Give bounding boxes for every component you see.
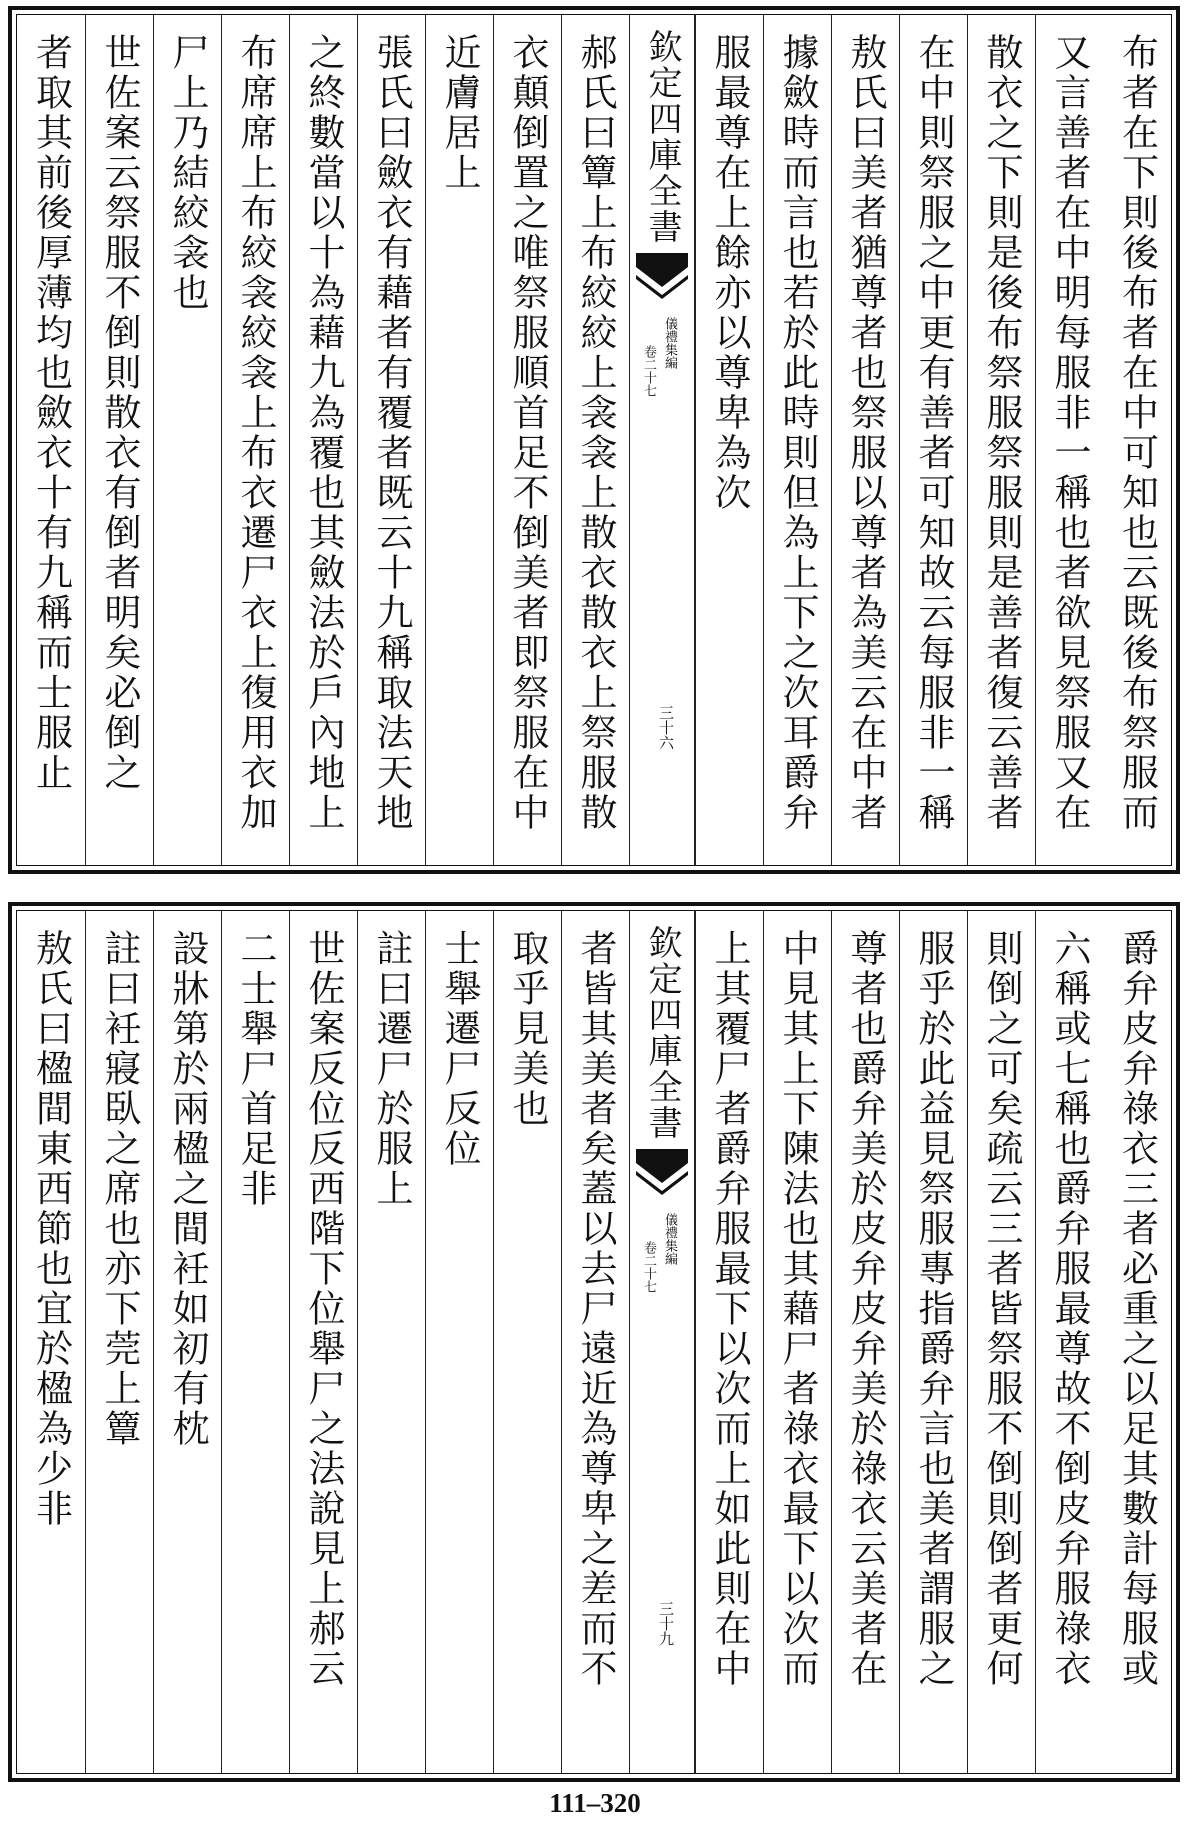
top-text-column <box>967 15 1035 865</box>
bottom-column-text: 中見其上下陳法也其藉尸者祿衣最下以次而 <box>776 929 819 1689</box>
top-fishtail-mark <box>636 253 688 305</box>
bottom-text-column <box>221 911 289 1773</box>
top-spine-volume: 卷二十七 <box>641 345 656 397</box>
top-column-text: 布席席上布絞衾絞衾上布衣遷尸衣上復用衣加 <box>234 33 277 833</box>
bottom-text-column <box>695 911 763 1773</box>
bottom-center-spine <box>629 911 695 1773</box>
top-text-column <box>561 15 629 865</box>
bottom-column-text: 註曰衽寢臥之席也亦下莞上簟 <box>98 929 141 1449</box>
top-column-text: 世佐案云祭服不倒則散衣有倒者明矣必倒之 <box>98 33 141 793</box>
bottom-page-panel <box>8 902 1180 1782</box>
top-column-text: 在中則祭服之中更有善者可知故云每服非一稱 <box>912 33 955 833</box>
bottom-text-column <box>831 911 899 1773</box>
bottom-text-column <box>17 911 85 1773</box>
bottom-column-text: 士舉遷尸反位 <box>438 929 481 1169</box>
bottom-text-column <box>289 911 357 1773</box>
top-column-text: 者取其前後厚薄均也斂衣十有九稱而士服止 <box>29 33 73 793</box>
bottom-spine-book-title: 儀禮集編 <box>662 1213 677 1265</box>
bottom-column-text: 則倒之可矣疏云三者皆祭服不倒則倒者更何 <box>980 929 1023 1689</box>
bottom-text-column <box>153 911 221 1773</box>
top-text-column <box>899 15 967 865</box>
bottom-column-text: 取乎見美也 <box>506 929 549 1129</box>
top-column-text: 又言善者在中明每服非一稱也者欲見祭服又在 <box>1048 33 1091 833</box>
top-text-column <box>1103 15 1171 865</box>
top-column-text: 據斂時而言也若於此時則但為上下之次耳爵弁 <box>776 33 819 833</box>
bottom-text-column <box>357 911 425 1773</box>
bottom-column-text: 者皆其美者矣蓋以去尸遠近為尊卑之差而不 <box>574 929 617 1689</box>
bottom-text-column <box>85 911 153 1773</box>
bottom-fishtail-mark <box>636 1149 688 1201</box>
bottom-text-column <box>899 911 967 1773</box>
bottom-text-column <box>561 911 629 1773</box>
bottom-text-column <box>763 911 831 1773</box>
top-text-column <box>1035 15 1103 865</box>
bottom-page-frame <box>16 910 1172 1774</box>
top-column-text: 張氏曰斂衣有藉者有覆者既云十九稱取法天地 <box>370 33 413 833</box>
bottom-spine-volume: 卷二十七 <box>641 1241 656 1293</box>
bottom-text-column <box>493 911 561 1773</box>
top-text-column <box>153 15 221 865</box>
page-number: 111–320 <box>549 1788 641 1818</box>
bottom-spine-title: 欽定四庫全書 <box>642 925 682 1141</box>
bottom-column-text: 六稱或七稱也爵弁服最尊故不倒皮弁服祿衣 <box>1048 929 1091 1689</box>
bottom-column-text: 設牀第於兩楹之間衽如初有枕 <box>166 929 209 1449</box>
top-spine-book-title: 儀禮集編 <box>662 317 677 369</box>
bottom-column-text: 尊者也爵弁美於皮弁皮弁美於祿衣云美者在 <box>844 929 887 1689</box>
bottom-column-text: 上其覆尸者爵弁服最下以次而上如此則在中 <box>708 929 751 1689</box>
top-column-text: 布者在下則後布者在中可知也云既後布祭服而 <box>1115 33 1159 833</box>
top-column-text: 郝氏曰簟上布絞絞上衾衾上散衣散衣上祭服散 <box>574 33 617 833</box>
bottom-column-text: 敖氏曰楹間東西節也宜於楹為少非 <box>29 929 73 1529</box>
bottom-column-text: 爵弁皮弁祿衣三者必重之以足其數計每服或 <box>1115 929 1159 1689</box>
bottom-text-column <box>1103 911 1171 1773</box>
top-column-text: 近膚居上 <box>438 33 481 193</box>
top-column-text: 衣顛倒置之唯祭服順首足不倒美者即祭服在中 <box>506 33 549 833</box>
top-text-column <box>221 15 289 865</box>
top-column-text: 尸上乃結絞衾也 <box>166 33 209 313</box>
top-text-column <box>425 15 493 865</box>
top-text-column <box>357 15 425 865</box>
top-page-panel <box>8 6 1180 874</box>
top-text-column <box>695 15 763 865</box>
top-center-spine <box>629 15 695 865</box>
top-text-column <box>85 15 153 865</box>
bottom-column-text: 世佐案反位反西階下位舉尸之法說見上郝云 <box>302 929 345 1689</box>
top-page-frame <box>16 14 1172 866</box>
top-column-text: 服最尊在上餘亦以尊卑為次 <box>708 33 751 513</box>
bottom-column-text: 服乎於此益見祭服專指爵弁言也美者謂服之 <box>912 929 955 1689</box>
bottom-text-column <box>425 911 493 1773</box>
top-column-text: 之終數當以十為藉九為覆也其斂法於戶內地上 <box>302 33 345 833</box>
top-text-column <box>493 15 561 865</box>
bottom-text-column <box>1035 911 1103 1773</box>
top-text-column <box>17 15 85 865</box>
top-text-column <box>831 15 899 865</box>
bottom-column-text: 註曰遷尸於服上 <box>370 929 413 1209</box>
top-spine-folio: 三十六 <box>657 705 675 750</box>
top-column-text: 散衣之下則是後布祭服祭服則是善者復云善者 <box>980 33 1023 833</box>
bottom-spine-folio: 三十九 <box>657 1601 675 1646</box>
bottom-column-text: 二士舉尸首足非 <box>234 929 277 1209</box>
top-text-column <box>763 15 831 865</box>
top-text-column <box>289 15 357 865</box>
top-spine-title: 欽定四庫全書 <box>642 29 682 245</box>
bottom-text-column <box>967 911 1035 1773</box>
top-column-text: 敖氏曰美者猶尊者也祭服以尊者為美云在中者 <box>844 33 887 833</box>
